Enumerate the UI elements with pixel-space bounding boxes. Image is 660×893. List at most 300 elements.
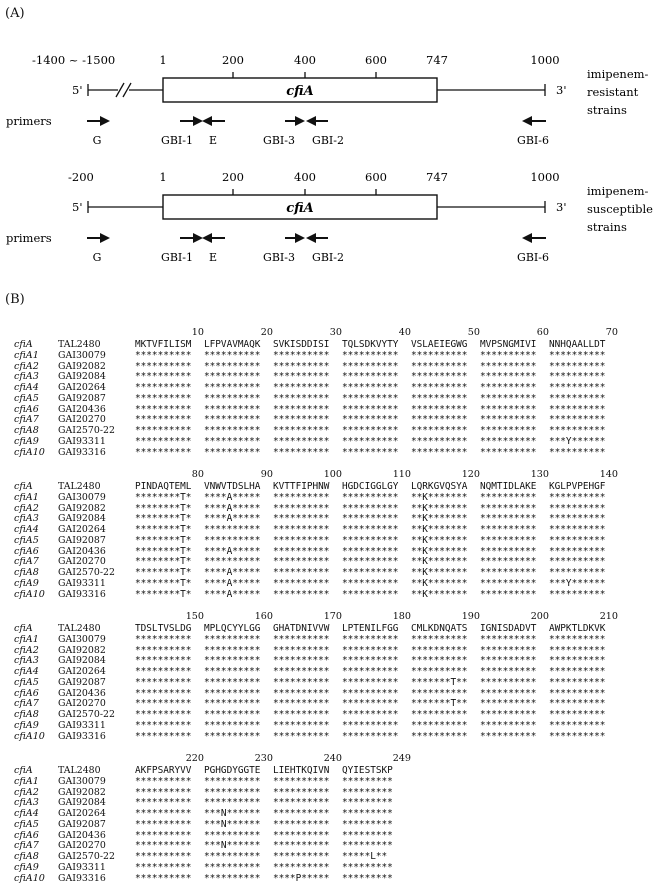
position-number: 100 <box>323 469 342 480</box>
strain-id: GAI20270 <box>58 840 106 852</box>
sequence-segment: ********** <box>204 719 261 731</box>
gene-name: cfiA8 <box>14 425 39 436</box>
sequence-segment: ********** <box>273 382 330 393</box>
sequence-segment: ********** <box>549 719 606 731</box>
alignment-block-4 <box>14 754 411 884</box>
sequence-segment: ********** <box>549 676 606 688</box>
sequence-segment: ********** <box>273 851 330 862</box>
sequence-segment: ********** <box>135 425 192 436</box>
sequence-segment: ********** <box>411 435 468 447</box>
sequence-segment: ********** <box>273 644 330 656</box>
sequence-segment: ********T* <box>135 567 192 578</box>
strain-label-line: strains <box>587 220 627 234</box>
sequence-segment: ********** <box>204 709 261 720</box>
sequence-segment: HGDCIGGLGY <box>342 481 399 492</box>
sequence <box>135 448 618 459</box>
position-number: 60 <box>536 327 549 338</box>
sequence-segment: ********** <box>204 446 261 458</box>
sequence <box>135 394 618 405</box>
sequence <box>135 351 618 362</box>
sequence-segment: ********** <box>135 840 192 852</box>
sequence-segment: ********** <box>411 633 468 645</box>
strain-id: GAI20436 <box>58 829 106 841</box>
strain-id: GAI93311 <box>58 719 106 731</box>
gene-name: cfiA <box>286 201 314 216</box>
sequence-segment: ********** <box>273 349 330 361</box>
gene-name: cfiA4 <box>14 382 39 393</box>
sequence-segment: KVTTFIPHNW <box>273 481 330 492</box>
sequence-segment: ********** <box>480 414 537 426</box>
diagram-resistant <box>0 40 660 150</box>
strain-id: GAI2570-22 <box>58 851 115 862</box>
alignment-row <box>14 351 618 362</box>
tick-label: 600 <box>365 53 387 67</box>
sequence-segment: ********** <box>342 588 399 600</box>
gene-name: cfiA <box>14 623 33 634</box>
sequence <box>135 536 618 547</box>
sequence-segment: ********** <box>480 545 537 557</box>
primer-arrows <box>87 233 546 243</box>
strain-id: GAI92084 <box>58 797 106 809</box>
gene-name: cfiA3 <box>14 655 39 667</box>
primers-label: primers <box>6 114 52 128</box>
position-number: 220 <box>185 753 204 764</box>
sequence-segment: ********** <box>342 676 399 688</box>
sequence-segment: ********** <box>273 446 330 458</box>
position-number: 130 <box>530 469 549 480</box>
sequence-segment: ********** <box>204 775 261 787</box>
sequence-segment: ********** <box>480 698 537 710</box>
sequence <box>135 820 411 831</box>
sequence-segment: ********** <box>411 371 468 383</box>
sequence-segment: **K******* <box>411 556 468 568</box>
position-number: 249 <box>392 753 411 764</box>
sequence-segment: ********** <box>135 676 192 688</box>
sequence-segment: ********** <box>480 403 537 415</box>
sequence-segment: ********** <box>480 709 537 720</box>
sequence-segment: ********** <box>273 392 330 404</box>
sequence-segment: ********** <box>135 719 192 731</box>
position-number: 140 <box>599 469 618 480</box>
sequence-segment: ********** <box>342 633 399 645</box>
strain-id: GAI20270 <box>58 414 106 426</box>
gene-name: cfiA3 <box>14 797 39 809</box>
alignment-row <box>14 678 618 689</box>
sequence-segment: ********** <box>273 709 330 720</box>
sequence-segment: ********** <box>480 502 537 514</box>
sequence-segment: ********** <box>342 524 399 535</box>
sequence <box>135 863 411 874</box>
strain-id: GAI92087 <box>58 392 106 404</box>
gene-name: cfiA <box>14 481 33 492</box>
sequence-segment: ********** <box>135 371 192 383</box>
gene-name: cfiA8 <box>14 567 39 578</box>
gene-name: cfiA7 <box>14 698 39 710</box>
primer-label: GBI-1 <box>161 134 193 147</box>
tick-label: 600 <box>365 170 387 184</box>
primer-label: GBI-6 <box>517 134 549 147</box>
primer-label: E <box>208 251 218 264</box>
sequence-segment: ********** <box>273 840 330 852</box>
sequence-segment: ********T* <box>135 545 192 557</box>
sequence-segment: IGNISDADVT <box>480 623 537 634</box>
sequence-segment: ********** <box>204 371 261 383</box>
sequence-segment: ********** <box>204 392 261 404</box>
strain-id: GAI93311 <box>58 577 106 589</box>
sequence-segment: ********** <box>204 425 261 436</box>
sequence-segment: ********** <box>273 829 330 841</box>
sequence-segment: ********** <box>135 730 192 742</box>
sequence-segment: ********** <box>342 730 399 742</box>
sequence-segment: ********** <box>549 666 606 677</box>
sequence-segment: ********** <box>273 577 330 589</box>
sequence-segment: ********** <box>411 709 468 720</box>
sequence-segment: ********** <box>135 851 192 862</box>
sequence-segment: ********** <box>342 687 399 699</box>
sequence-segment: ***N****** <box>204 818 261 830</box>
sequence-segment: ********* <box>342 775 393 787</box>
strain-id: GAI92082 <box>58 502 106 514</box>
sequence-segment: ********* <box>342 829 393 841</box>
sequence-segment: ********** <box>135 360 192 372</box>
sequence-segment: ********* <box>342 840 393 852</box>
sequence-segment: ********** <box>204 556 261 568</box>
sequence <box>135 678 618 689</box>
strain-id: GAI30079 <box>58 775 106 787</box>
sequence-segment: QYIESTSKP <box>342 765 393 776</box>
alignment-row <box>14 590 618 601</box>
strain-id: GAI20264 <box>58 524 106 535</box>
strain-id: GAI92084 <box>58 371 106 383</box>
strain-label-line: resistant <box>587 85 639 99</box>
strain-id: GAI2570-22 <box>58 425 115 436</box>
sequence-segment: ***N****** <box>204 840 261 852</box>
position-number: 200 <box>530 611 549 622</box>
gene-name: cfiA8 <box>14 851 39 862</box>
sequence-segment: ********** <box>411 392 468 404</box>
sequence-segment: ********** <box>480 687 537 699</box>
gene-name: cfiA6 <box>14 403 39 415</box>
sequence-segment: ********** <box>273 797 330 809</box>
sequence-segment: **K******* <box>411 545 468 557</box>
sequence-segment: MVPSNGMIVI <box>480 339 537 350</box>
sequence-segment: MKTVFILISM <box>135 339 192 350</box>
alignment-row <box>14 437 618 448</box>
sequence-segment: ********** <box>135 709 192 720</box>
strain-id: GAI20270 <box>58 556 106 568</box>
sequence-segment: ********** <box>273 435 330 447</box>
gene-name: cfiA2 <box>14 786 39 798</box>
pos-left-label: -1400 ~ -1500 <box>32 53 116 67</box>
alignment-row <box>14 874 411 885</box>
strain-id: GAI92082 <box>58 644 106 656</box>
sequence-segment: ********** <box>204 414 261 426</box>
sequence-segment: **K******* <box>411 588 468 600</box>
sequence-segment: VSLAEIEGWG <box>411 339 468 350</box>
strain-id: GAI93316 <box>58 730 106 742</box>
sequence-segment: ********** <box>273 818 330 830</box>
sequence-segment: ********* <box>342 872 393 884</box>
sequence-segment: ********** <box>342 655 399 667</box>
gene-name: cfiA1 <box>14 633 39 645</box>
sequence-segment: ***Y****** <box>549 435 606 447</box>
position-number: 230 <box>254 753 273 764</box>
sequence-segment: LIEHTKQIVN <box>273 765 330 776</box>
sequence-segment: ********** <box>204 687 261 699</box>
sequence-segment: ********** <box>273 655 330 667</box>
sequence-segment: ********** <box>135 655 192 667</box>
sequence-segment: ********* <box>342 797 393 809</box>
end-3-label: 3' <box>556 200 567 214</box>
sequence-segment: ********** <box>342 371 399 383</box>
gene-name: cfiA7 <box>14 414 39 426</box>
sequence <box>135 635 618 646</box>
gene-name: cfiA5 <box>14 676 39 688</box>
sequence-segment: ********** <box>411 360 468 372</box>
sequence-segment: ********** <box>549 545 606 557</box>
sequence-segment: ********** <box>480 425 537 436</box>
strain-label-line: imipenem- <box>587 184 649 198</box>
sequence-segment: VNWVTDSLHA <box>204 481 261 492</box>
sequence-segment: ********** <box>204 534 261 546</box>
sequence-segment: ********** <box>342 556 399 568</box>
sequence-segment: GHATDNIVVW <box>273 623 330 634</box>
sequence-segment: ********** <box>135 644 192 656</box>
sequence-segment: LPTENILFGG <box>342 623 399 634</box>
sequence-segment: ****A***** <box>204 513 261 525</box>
position-number: 210 <box>599 611 618 622</box>
sequence-segment: ********** <box>135 349 192 361</box>
sequence-segment: ********** <box>135 392 192 404</box>
gene-name: cfiA5 <box>14 818 39 830</box>
gene-name: cfiA9 <box>14 861 39 873</box>
strain-id: GAI93316 <box>58 872 106 884</box>
primers-label: primers <box>6 231 52 245</box>
gene-name: cfiA7 <box>14 556 39 568</box>
sequence-segment: ********** <box>411 414 468 426</box>
alignment-block-3 <box>14 612 618 742</box>
sequence-segment: ****A***** <box>204 588 261 600</box>
gene-name: cfiA1 <box>14 491 39 503</box>
sequence-segment: ********** <box>204 435 261 447</box>
sequence-segment: TDSLTVSLDG <box>135 623 192 634</box>
sequence-segment: ********** <box>549 567 606 578</box>
primer-label: GBI-1 <box>161 251 193 264</box>
sequence-segment: ********** <box>135 775 192 787</box>
gene-name: cfiA3 <box>14 513 39 525</box>
sequence-segment: ********** <box>273 371 330 383</box>
primer-label: G <box>92 251 102 264</box>
gene-name: cfiA <box>286 84 314 99</box>
sequence-segment: *******T** <box>411 698 468 710</box>
sequence-segment: ********** <box>273 786 330 798</box>
sequence-segment: **K******* <box>411 491 468 503</box>
sequence-segment: ********T* <box>135 513 192 525</box>
strain-id: GAI92084 <box>58 513 106 525</box>
sequence <box>135 777 411 788</box>
gene-name: cfiA1 <box>14 349 39 361</box>
sequence-segment: AKFPSARYVV <box>135 765 192 776</box>
sequence-segment: ********** <box>411 687 468 699</box>
gene-name: cfiA4 <box>14 808 39 819</box>
alignment-row <box>14 863 411 874</box>
sequence-segment: ********** <box>204 382 261 393</box>
sequence-segment: ********** <box>135 382 192 393</box>
sequence-segment: ********** <box>549 513 606 525</box>
strain-id: GAI20436 <box>58 687 106 699</box>
sequence-segment: ********** <box>549 655 606 667</box>
sequence-segment: ********** <box>342 644 399 656</box>
sequence-segment: ********** <box>204 676 261 688</box>
strain-id: GAI93311 <box>58 861 106 873</box>
sequence-segment: ********** <box>135 633 192 645</box>
tick-label: 1 <box>159 170 167 184</box>
sequence-segment: ********** <box>273 545 330 557</box>
strain-label-line: susceptible <box>587 202 653 216</box>
sequence-segment: ********** <box>480 556 537 568</box>
sequence-segment: ********** <box>204 633 261 645</box>
sequence-segment: ********** <box>549 371 606 383</box>
sequence-segment: ********** <box>549 588 606 600</box>
primer-label: G <box>92 134 102 147</box>
sequence-segment: ********** <box>342 545 399 557</box>
sequence-segment: ********** <box>273 491 330 503</box>
sequence-segment: ********** <box>342 577 399 589</box>
tick-label: 747 <box>426 53 448 67</box>
sequence-segment: *******T** <box>411 676 468 688</box>
sequence-segment: ********** <box>273 861 330 873</box>
gene-name: cfiA4 <box>14 524 39 535</box>
sequence-segment: NNHQAALLDT <box>549 339 606 350</box>
sequence-segment: ********** <box>204 786 261 798</box>
sequence-segment: ********** <box>273 513 330 525</box>
sequence-segment: ********** <box>273 524 330 535</box>
strain-id: GAI92082 <box>58 786 106 798</box>
sequence-segment: ********** <box>135 414 192 426</box>
gene-name: cfiA2 <box>14 502 39 514</box>
sequence-segment: ****P***** <box>273 872 330 884</box>
alignment-block-1 <box>14 328 618 458</box>
strain-id: GAI2570-22 <box>58 709 115 720</box>
position-number: 70 <box>605 327 618 338</box>
sequence-segment: ********** <box>480 730 537 742</box>
sequence-segment: ********** <box>342 435 399 447</box>
sequence-segment: SVKISDDISI <box>273 339 330 350</box>
sequence-segment: ********** <box>342 403 399 415</box>
primer-label: GBI-2 <box>312 251 344 264</box>
sequence-segment: ********** <box>273 534 330 546</box>
sequence-segment: ********** <box>549 644 606 656</box>
position-number: 180 <box>392 611 411 622</box>
sequence-segment: ********** <box>480 676 537 688</box>
position-number: 50 <box>467 327 480 338</box>
gene-name: cfiA9 <box>14 435 39 447</box>
alignment-row <box>14 493 618 504</box>
sequence-segment: ********** <box>204 861 261 873</box>
sequence-segment: ********** <box>549 730 606 742</box>
sequence-segment: ********** <box>342 502 399 514</box>
sequence-segment: **K******* <box>411 524 468 535</box>
tick-label: 200 <box>222 170 244 184</box>
strain-id: GAI20264 <box>58 666 106 677</box>
sequence-segment: ********T* <box>135 524 192 535</box>
strain-id: GAI2570-22 <box>58 567 115 578</box>
gene-name: cfiA6 <box>14 687 39 699</box>
sequence-segment: ********** <box>480 349 537 361</box>
panel-b-label: (B) <box>5 292 25 307</box>
sequence-segment: ***N****** <box>204 808 261 819</box>
strain-label-line: imipenem- <box>587 67 649 81</box>
strain-id: GAI92084 <box>58 655 106 667</box>
sequence-segment: ********** <box>273 719 330 731</box>
sequence-segment: ********** <box>135 808 192 819</box>
sequence-segment: ********* <box>342 818 393 830</box>
sequence-segment: ********** <box>480 513 537 525</box>
sequence-segment: ********** <box>342 382 399 393</box>
strain-label-line: strains <box>587 103 627 117</box>
sequence-segment: ********T* <box>135 588 192 600</box>
sequence-segment: ********** <box>480 644 537 656</box>
sequence-segment: **K******* <box>411 534 468 546</box>
sequence-segment: ********T* <box>135 577 192 589</box>
position-number: 120 <box>461 469 480 480</box>
sequence-segment: ********** <box>342 392 399 404</box>
sequence-segment: ********** <box>273 414 330 426</box>
sequence-segment: ********** <box>273 403 330 415</box>
sequence-segment: ********** <box>411 655 468 667</box>
end-5-label: 5' <box>72 83 83 97</box>
gene-name: cfiA <box>14 339 33 350</box>
tick-label: 400 <box>294 53 316 67</box>
sequence-segment: ********** <box>342 698 399 710</box>
strain-id: GAI30079 <box>58 633 106 645</box>
sequence-segment: ********** <box>411 666 468 677</box>
sequence-segment: AWPKTLDKVK <box>549 623 606 634</box>
sequence-segment: ********** <box>273 425 330 436</box>
sequence-segment: ********** <box>411 446 468 458</box>
tick-label: 1000 <box>530 170 560 184</box>
strain-id: TAL2480 <box>58 623 101 634</box>
strain-id: GAI93311 <box>58 435 106 447</box>
sequence-segment: ********** <box>204 360 261 372</box>
sequence-segment: ****A***** <box>204 577 261 589</box>
sequence-segment: ********** <box>549 446 606 458</box>
sequence-segment: ****A***** <box>204 567 261 578</box>
end-3-label: 3' <box>556 83 567 97</box>
sequence-segment: ********** <box>411 349 468 361</box>
sequence-segment: ********** <box>135 687 192 699</box>
sequence-segment: **K******* <box>411 567 468 578</box>
sequence-segment: ********** <box>273 775 330 787</box>
position-number: 240 <box>323 753 342 764</box>
sequence-segment: ********** <box>549 349 606 361</box>
sequence-segment: ********** <box>273 633 330 645</box>
sequence-segment: ********** <box>549 414 606 426</box>
sequence-segment: ********** <box>480 588 537 600</box>
sequence-segment: ********** <box>549 491 606 503</box>
sequence-segment: ********** <box>342 414 399 426</box>
sequence-segment: ********** <box>480 360 537 372</box>
sequence-segment: ********** <box>273 556 330 568</box>
sequence-segment: ********** <box>342 491 399 503</box>
tick-label: 1000 <box>530 53 560 67</box>
sequence-segment: ********** <box>135 786 192 798</box>
primer-label: GBI-3 <box>263 134 295 147</box>
alignment-row <box>14 820 411 831</box>
tick-label: 1 <box>159 53 167 67</box>
sequence-segment: ********** <box>549 502 606 514</box>
sequence-segment: ********** <box>342 567 399 578</box>
